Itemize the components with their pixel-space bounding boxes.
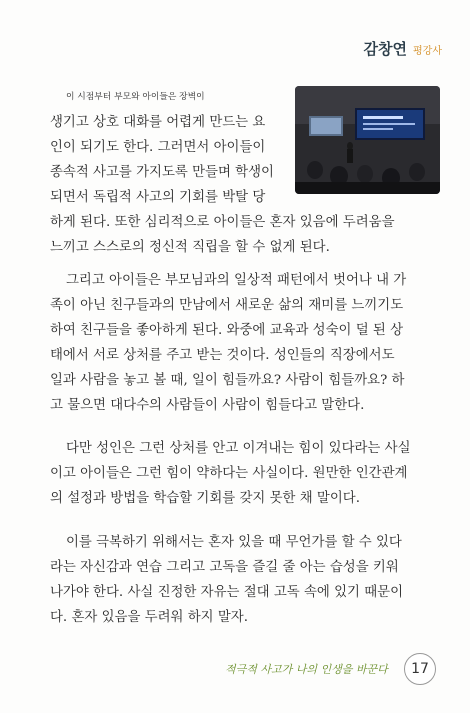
- text-line: 인이 되기도 한다. 그러면서 아이들이: [50, 140, 266, 155]
- text-line: 그리고 아이들은 부모님과의 일상적 패턴에서 벗어나 내 가: [66, 273, 407, 288]
- paragraph-3: [50, 436, 425, 511]
- text-line: 고 물으면 대다수의 사람들이 사람이 힘들다고 말한다.: [50, 398, 365, 413]
- author-name: 감창연: [363, 40, 408, 58]
- paragraph-2: [50, 268, 425, 418]
- book-title: 적극적 사고가 나의 인생을 바꾼다: [225, 663, 388, 676]
- text-line: 일과 사람을 놓고 볼 때, 일이 힘들까요? 사람이 힘들까요? 하: [50, 373, 405, 388]
- text-line: 되면서 독립적 사고의 기회를 박탈 당: [50, 190, 266, 205]
- text-line: 족이 아닌 친구들과의 만남에서 새로운 삶의 재미를 느끼기도: [50, 298, 404, 313]
- page-number: 17: [404, 653, 436, 685]
- text-line: 종속적 사고를 가지도록 만들며 학생이: [50, 165, 274, 180]
- author-role: 평강사: [413, 46, 442, 57]
- text-line: 생기고 상호 대화를 어렵게 만드는 요: [50, 115, 266, 130]
- text-line: 다만 성인은 그런 상처를 안고 이겨내는 힘이 있다라는 사실: [66, 441, 411, 456]
- paragraph-4: [50, 530, 425, 630]
- text-line: 라는 자신감과 연습 그리고 고독을 즐길 줄 아는 습성을 키워: [50, 560, 399, 575]
- text-line: 나가야 한다. 사실 진정한 자유는 절대 고독 속에 있기 때문이: [50, 585, 404, 600]
- paragraph-1: [50, 85, 425, 260]
- text-line: 하여 친구들을 좋아하게 된다. 와중에 교육과 성숙이 덜 된 상: [50, 323, 404, 338]
- text-line: 태에서 서로 상처를 주고 받는 것이다. 성인들의 직장에서도: [50, 348, 395, 363]
- text-line: 다. 혼자 있음을 두려워 하지 말자.: [50, 610, 248, 625]
- page-header: [364, 38, 442, 59]
- text-line: 이 시점부터 부모와 아이들은 장벽이: [66, 92, 205, 102]
- text-line: 느끼고 스스로의 정신적 직립을 할 수 없게 된다.: [50, 240, 330, 255]
- text-line: 이를 극복하기 위해서는 혼자 있을 때 무언가를 할 수 있다: [66, 535, 402, 550]
- text-line: 의 설정과 방법을 학습할 기회를 갖지 못한 채 말이다.: [50, 491, 360, 506]
- text-line: 이고 아이들은 그런 힘이 약하다는 사실이다. 원만한 인간관계: [50, 466, 408, 481]
- text-line: 하게 된다. 또한 심리적으로 아이들은 혼자 있음에 두려움을: [50, 215, 395, 230]
